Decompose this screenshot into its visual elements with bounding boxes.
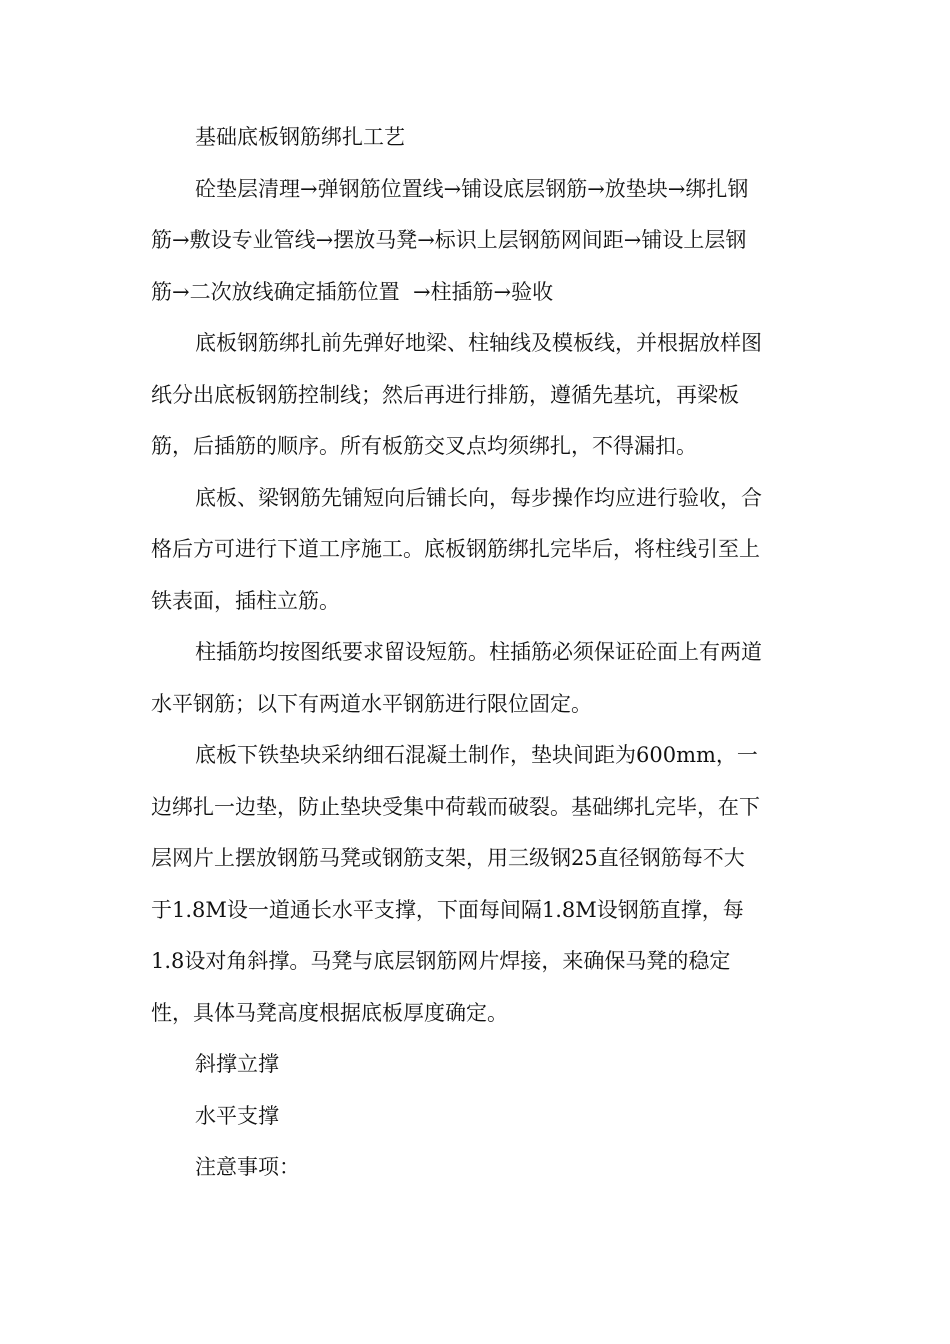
process-flow-line: 筋→敷设专业管线→摆放马凳→标识上层钢筋网间距→铺设上层钢 — [151, 228, 747, 252]
paragraph-line: 层网片上摆放钢筋马凳或钢筋支架，用三级钢25直径钢筋每不大 — [151, 846, 745, 870]
notes-heading-text: 注意事项： — [195, 1155, 300, 1179]
paragraph-line: 铁表面，插柱立筋。 — [151, 588, 340, 613]
process-flow — [151, 164, 801, 319]
paragraph-line: 底板、梁钢筋先铺短向后铺长向，每步操作均应进行验收，合 — [195, 485, 762, 510]
paragraph-line: 格后方可进行下道工序施工。底板钢筋绑扎完毕后，将柱线引至上 — [151, 537, 760, 561]
label-horizontal-brace — [151, 1091, 801, 1143]
paragraph-laying-order — [151, 473, 801, 628]
document-title — [151, 112, 801, 164]
paragraph-line: 筋，后插筋的顺序。所有板筋交叉点均须绑扎，不得漏扣。 — [151, 434, 697, 458]
document-body — [151, 112, 801, 1194]
paragraph-line: 1.8设对角斜撑。马凳与底层钢筋网片焊接，来确保马凳的稳定 — [151, 949, 731, 973]
paragraph-column-dowels — [151, 627, 801, 730]
process-flow-line: 筋→二次放线确定插筋位置 →柱插筋→验收 — [151, 279, 554, 304]
paragraph-spacer-blocks — [151, 730, 801, 1039]
paragraph-line: 于1.8M设一道通长水平支撑，下面每间隔1.8M设钢筋直撑，每 — [151, 897, 744, 922]
label-text: 水平支撑 — [195, 1103, 279, 1128]
paragraph-line: 纸分出底板钢筋控制线；然后再进行排筋，遵循先基坑，再梁板 — [151, 382, 739, 407]
label-diagonal-vertical-brace — [151, 1039, 801, 1091]
paragraph-line: 底板下铁垫块采纳细石混凝土制作，垫块间距为600mm，一 — [195, 743, 758, 767]
process-flow-line: 砼垫层清理→弹钢筋位置线→铺设底层钢筋→放垫块→绑扎钢 — [195, 176, 749, 201]
notes-heading — [151, 1142, 801, 1194]
title-text: 基础底板钢筋绑扎工艺 — [195, 125, 405, 149]
paragraph-line: 边绑扎一边垫，防止垫块受集中荷载而破裂。基础绑扎完毕，在下 — [151, 794, 760, 819]
label-text: 斜撑立撑 — [195, 1052, 279, 1076]
paragraph-line: 底板钢筋绑扎前先弹好地梁、柱轴线及模板线，并根据放样图 — [195, 331, 762, 355]
paragraph-line: 柱插筋均按图纸要求留设短筋。柱插筋必须保证砼面上有两道 — [195, 640, 762, 664]
paragraph-line: 性，具体马凳高度根据底板厚度确定。 — [151, 1000, 508, 1025]
paragraph-line: 水平钢筋；以下有两道水平钢筋进行限位固定。 — [151, 691, 592, 716]
paragraph-rebar-layout — [151, 318, 801, 473]
